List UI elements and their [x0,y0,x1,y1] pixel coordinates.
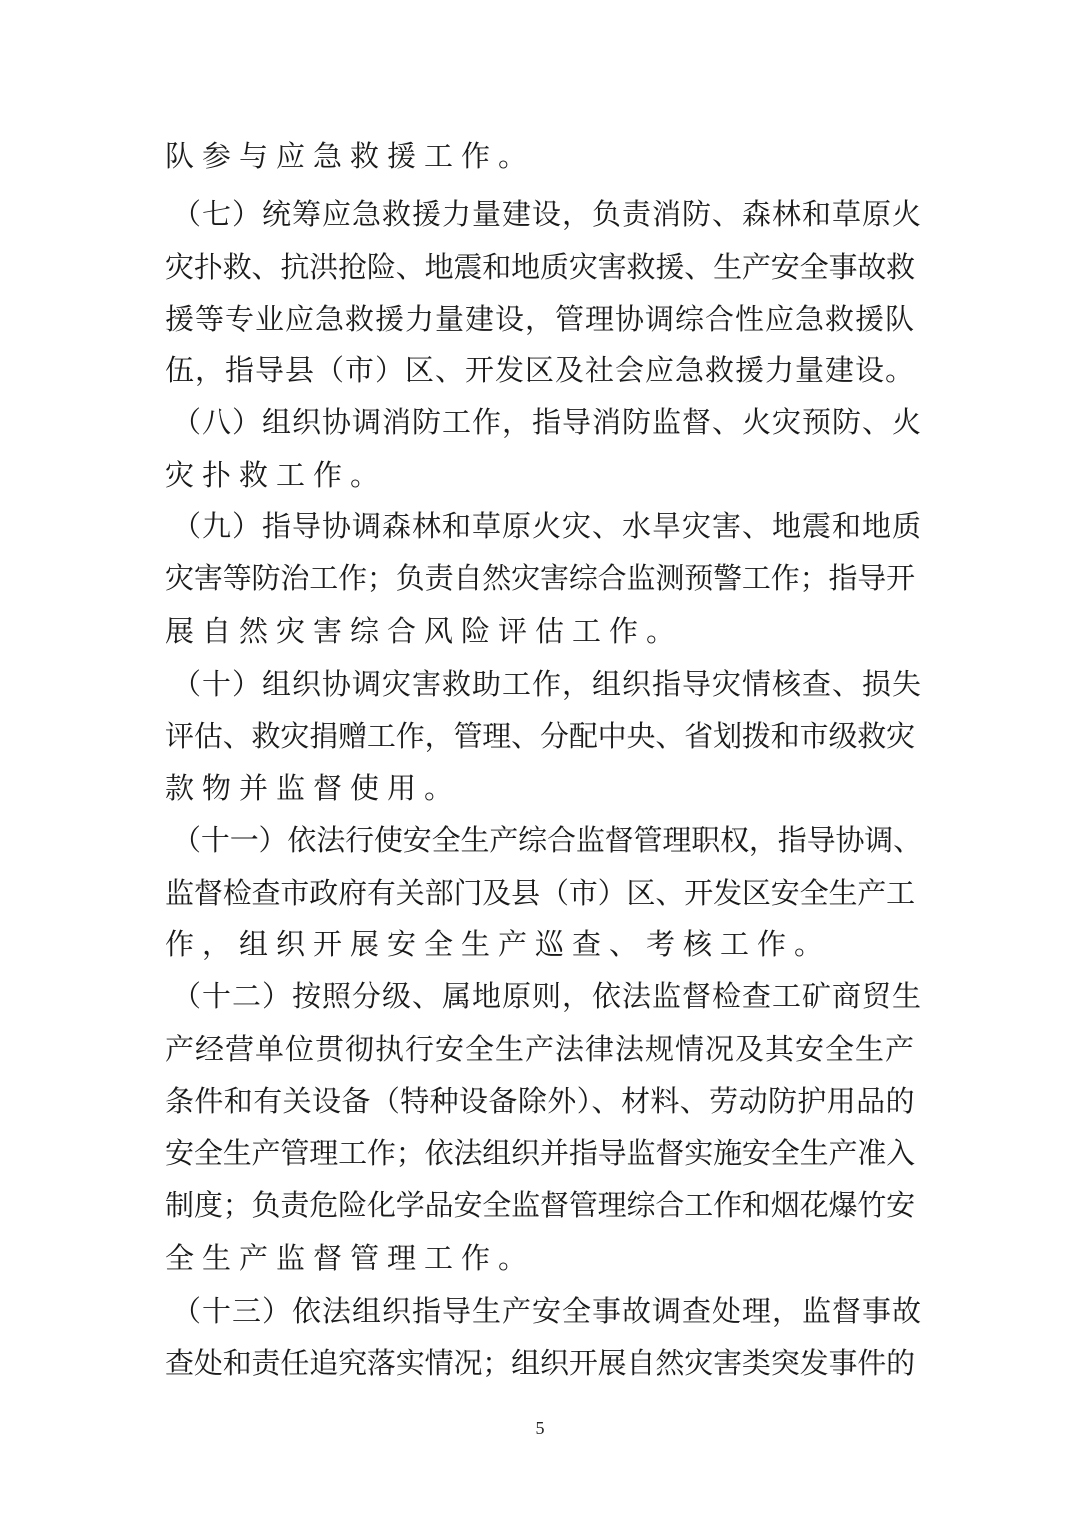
text-line: 查处和责任追究落实情况；组织开展自然灾害类突发事件的 [165,1346,915,1380]
text-line: 展自然灾害综合风险评估工作。 [165,614,684,648]
text-line: 产经营单位贯彻执行安全生产法律法规情况及其安全生产 [165,1032,915,1066]
text-line: 灾害等防治工作；负责自然灾害综合监测预警工作；指导开 [165,561,915,595]
text-line: （十一）依法行使安全生产综合监督管理职权，指导协调、 [172,823,922,857]
text-line: 安全生产管理工作；依法组织并指导监督实施安全生产准入 [165,1136,915,1170]
text-line: （九）指导协调森林和草原火灾、水旱灾害、地震和地质 [172,509,922,543]
text-line: （十）组织协调灾害救助工作，组织指导灾情核查、损失 [172,667,922,701]
page-number: 5 [535,1418,545,1438]
text-line: （十三）依法组织指导生产安全事故调查处理，监督事故 [172,1294,922,1328]
text-line: 灾扑救工作。 [165,458,388,492]
text-line: 灾扑救、抗洪抢险、地震和地质灾害救援、生产安全事故救 [165,250,915,284]
text-line: 伍，指导县（市）区、开发区及社会应急救援力量建设。 [165,353,915,387]
text-line: 款物并监督使用。 [165,771,462,805]
text-line: （七）统筹应急救援力量建设，负责消防、森林和草原火 [172,197,922,231]
text-line: 作，组织开展安全生产巡查、考核工作。 [165,927,832,961]
text-line: 全生产监督管理工作。 [165,1241,536,1275]
text-line: 条件和有关设备（特种设备除外）、材料、劳动防护用品的 [165,1084,915,1118]
text-line: 评估、救灾捐赠工作，管理、分配中央、省划拨和市级救灾 [165,719,915,753]
text-line: 援等专业应急救援力量建设，管理协调综合性应急救援队 [165,302,915,336]
text-line: （八）组织协调消防工作，指导消防监督、火灾预防、火 [172,405,922,439]
text-line: 队参与应急救援工作。 [165,139,536,173]
text-line: 制度；负责危险化学品安全监督管理综合工作和烟花爆竹安 [165,1188,915,1222]
text-line: 监督检查市政府有关部门及县（市）区、开发区安全生产工 [165,876,915,910]
text-line: （十二）按照分级、属地原则，依法监督检查工矿商贸生 [172,979,922,1013]
